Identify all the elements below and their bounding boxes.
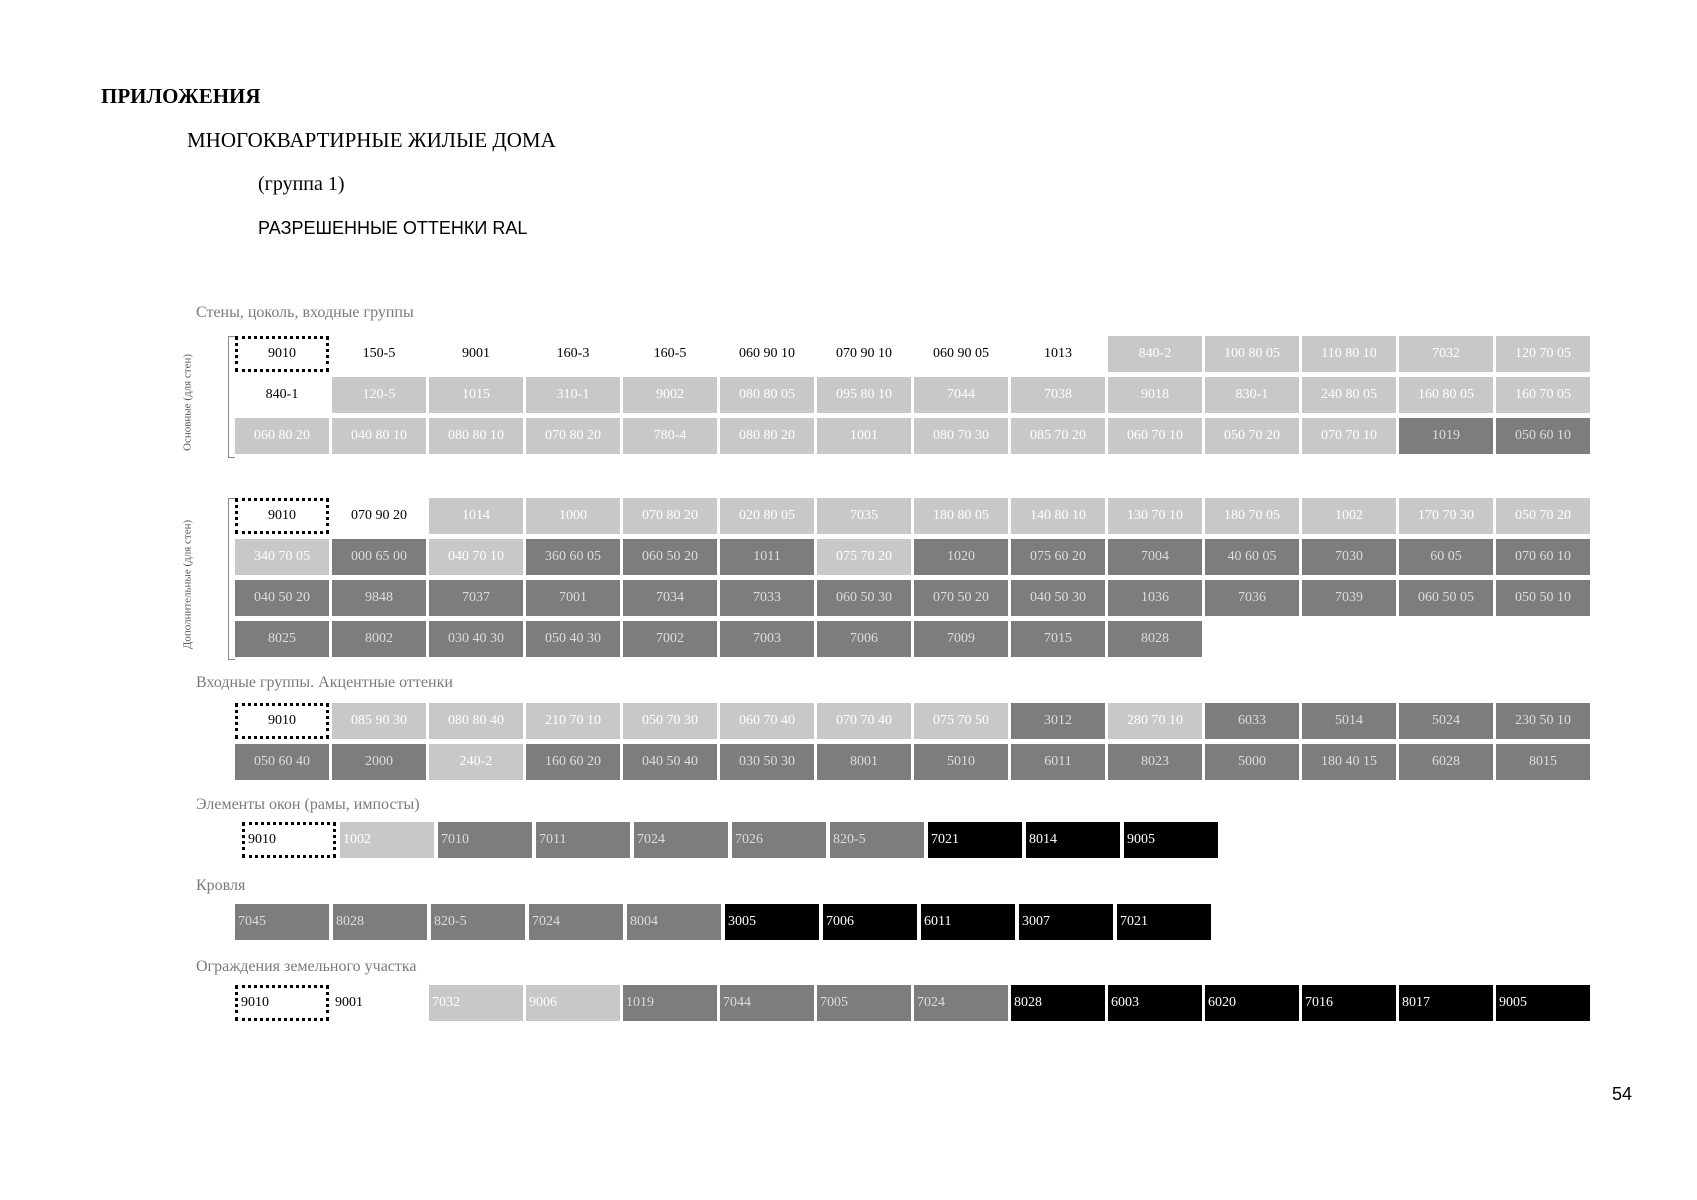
ral-swatch: 8028 bbox=[1011, 985, 1105, 1021]
ral-swatch: 070 50 20 bbox=[914, 580, 1008, 616]
ral-swatch: 160-5 bbox=[623, 336, 717, 372]
ral-swatch: 820-5 bbox=[431, 904, 525, 940]
ral-swatch: 7021 bbox=[928, 822, 1022, 858]
fence-swatch-grid bbox=[235, 985, 1590, 1021]
ral-swatch: 9005 bbox=[1124, 822, 1218, 858]
ral-swatch: 160 70 05 bbox=[1496, 377, 1590, 413]
ral-swatch: 840-2 bbox=[1108, 336, 1202, 372]
ral-swatch: 830-1 bbox=[1205, 377, 1299, 413]
ral-swatch: 075 60 20 bbox=[1011, 539, 1105, 575]
ral-swatch: 3012 bbox=[1011, 703, 1105, 739]
ral-swatch: 120 70 05 bbox=[1496, 336, 1590, 372]
ral-swatch: 7045 bbox=[235, 904, 329, 940]
ral-swatch: 1002 bbox=[340, 822, 434, 858]
ral-swatch: 180 80 05 bbox=[914, 498, 1008, 534]
ral-swatch: 8023 bbox=[1108, 744, 1202, 780]
ral-swatch: 1019 bbox=[623, 985, 717, 1021]
ral-swatch: 160-3 bbox=[526, 336, 620, 372]
walls-swatch-grid bbox=[235, 336, 1590, 454]
ral-swatch: 070 70 40 bbox=[817, 703, 911, 739]
ral-swatch: 7024 bbox=[914, 985, 1008, 1021]
ral-swatch: 070 60 10 bbox=[1496, 539, 1590, 575]
ral-swatch: 7024 bbox=[529, 904, 623, 940]
ral-swatch: 080 80 20 bbox=[720, 418, 814, 454]
ral-swatch: 040 50 30 bbox=[1011, 580, 1105, 616]
ral-swatch: 080 80 10 bbox=[429, 418, 523, 454]
ral-swatch: 9010 bbox=[235, 498, 329, 534]
ral-swatch: 8025 bbox=[235, 621, 329, 657]
ral-swatch: 060 70 40 bbox=[720, 703, 814, 739]
ral-swatch: 050 70 20 bbox=[1496, 498, 1590, 534]
ral-swatch: 020 80 05 bbox=[720, 498, 814, 534]
ral-swatch: 7035 bbox=[817, 498, 911, 534]
ral-swatch: 9002 bbox=[623, 377, 717, 413]
section-title-roof: Кровля bbox=[196, 877, 246, 894]
ral-swatch: 040 70 10 bbox=[429, 539, 523, 575]
ral-swatch: 240-2 bbox=[429, 744, 523, 780]
ral-swatch: 080 80 40 bbox=[429, 703, 523, 739]
ral-swatch: 1013 bbox=[1011, 336, 1105, 372]
ral-swatch: 050 70 30 bbox=[623, 703, 717, 739]
ral-swatch: 9010 bbox=[235, 703, 329, 739]
ral-swatch: 9006 bbox=[526, 985, 620, 1021]
ral-swatch: 180 70 05 bbox=[1205, 498, 1299, 534]
ral-swatch: 1015 bbox=[429, 377, 523, 413]
ral-swatch: 1014 bbox=[429, 498, 523, 534]
ral-swatch: 050 60 40 bbox=[235, 744, 329, 780]
ral-swatch: 9010 bbox=[235, 985, 329, 1021]
ral-swatch: 1000 bbox=[526, 498, 620, 534]
ral-swatch: 40 60 05 bbox=[1205, 539, 1299, 575]
ral-swatch: 2000 bbox=[332, 744, 426, 780]
ral-swatch: 8001 bbox=[817, 744, 911, 780]
page-number: 54 bbox=[1612, 1084, 1633, 1104]
side-label-additional: Дополнительные (для стен) bbox=[181, 519, 194, 650]
document-subtitle: МНОГОКВАРТИРНЫЕ ЖИЛЫЕ ДОМА bbox=[187, 128, 556, 152]
ral-swatch: 9010 bbox=[242, 822, 336, 858]
ral-swatch: 360 60 05 bbox=[526, 539, 620, 575]
ral-swatch: 7006 bbox=[823, 904, 917, 940]
ral-swatch: 6020 bbox=[1205, 985, 1299, 1021]
ral-swatch: 1036 bbox=[1108, 580, 1202, 616]
ral-swatch: 060 80 20 bbox=[235, 418, 329, 454]
ral-caption: РАЗРЕШЕННЫЕ ОТТЕНКИ RAL bbox=[258, 218, 528, 238]
ral-swatch: 7003 bbox=[720, 621, 814, 657]
ral-swatch: 7038 bbox=[1011, 377, 1105, 413]
ral-swatch: 050 60 10 bbox=[1496, 418, 1590, 454]
ral-swatch: 9848 bbox=[332, 580, 426, 616]
ral-swatch: 060 50 05 bbox=[1399, 580, 1493, 616]
ral-swatch: 085 90 30 bbox=[332, 703, 426, 739]
ral-swatch: 100 80 05 bbox=[1205, 336, 1299, 372]
ral-swatch: 130 70 10 bbox=[1108, 498, 1202, 534]
ral-swatch: 1002 bbox=[1302, 498, 1396, 534]
brace-additional bbox=[228, 498, 235, 660]
ral-swatch: 1019 bbox=[1399, 418, 1493, 454]
ral-swatch: 8028 bbox=[333, 904, 427, 940]
ral-swatch: 075 70 50 bbox=[914, 703, 1008, 739]
ral-swatch: 1001 bbox=[817, 418, 911, 454]
ral-swatch: 7032 bbox=[429, 985, 523, 1021]
ral-swatch: 6028 bbox=[1399, 744, 1493, 780]
ral-swatch: 050 50 10 bbox=[1496, 580, 1590, 616]
section-title-walls: Стены, цоколь, входные группы bbox=[196, 304, 414, 321]
ral-swatch: 280 70 10 bbox=[1108, 703, 1202, 739]
ral-swatch: 050 70 20 bbox=[1205, 418, 1299, 454]
ral-swatch: 070 80 20 bbox=[526, 418, 620, 454]
ral-swatch: 7044 bbox=[914, 377, 1008, 413]
ral-swatch: 7001 bbox=[526, 580, 620, 616]
ral-swatch: 060 90 10 bbox=[720, 336, 814, 372]
ral-swatch: 60 05 bbox=[1399, 539, 1493, 575]
ral-swatch: 7005 bbox=[817, 985, 911, 1021]
ral-swatch: 210 70 10 bbox=[526, 703, 620, 739]
ral-swatch: 170 70 30 bbox=[1399, 498, 1493, 534]
section-title-accent: Входные группы. Акцентные оттенки bbox=[196, 674, 453, 691]
ral-swatch: 060 90 05 bbox=[914, 336, 1008, 372]
ral-swatch: 160 80 05 bbox=[1399, 377, 1493, 413]
ral-swatch: 140 80 10 bbox=[1011, 498, 1105, 534]
ral-swatch: 095 80 10 bbox=[817, 377, 911, 413]
ral-swatch: 7039 bbox=[1302, 580, 1396, 616]
ral-swatch: 7024 bbox=[634, 822, 728, 858]
ral-swatch: 9010 bbox=[235, 336, 329, 372]
ral-swatch: 3007 bbox=[1019, 904, 1113, 940]
ral-swatch: 070 70 10 bbox=[1302, 418, 1396, 454]
ral-swatch: 8017 bbox=[1399, 985, 1493, 1021]
ral-swatch: 050 40 30 bbox=[526, 621, 620, 657]
ral-swatch: 000 65 00 bbox=[332, 539, 426, 575]
ral-swatch: 060 70 10 bbox=[1108, 418, 1202, 454]
ral-swatch: 7004 bbox=[1108, 539, 1202, 575]
ral-swatch: 070 90 20 bbox=[332, 498, 426, 534]
ral-swatch: 780-4 bbox=[623, 418, 717, 454]
ral-swatch: 120-5 bbox=[332, 377, 426, 413]
ral-swatch: 8002 bbox=[332, 621, 426, 657]
ral-swatch: 080 80 05 bbox=[720, 377, 814, 413]
ral-swatch: 7033 bbox=[720, 580, 814, 616]
ral-swatch: 6011 bbox=[921, 904, 1015, 940]
appendix-title: ПРИЛОЖЕНИЯ bbox=[101, 84, 261, 108]
ral-swatch: 5010 bbox=[914, 744, 1008, 780]
ral-swatch: 9005 bbox=[1496, 985, 1590, 1021]
ral-swatch: 1011 bbox=[720, 539, 814, 575]
ral-swatch: 040 80 10 bbox=[332, 418, 426, 454]
ral-swatch: 240 80 05 bbox=[1302, 377, 1396, 413]
ral-swatch: 8004 bbox=[627, 904, 721, 940]
ral-swatch: 060 50 30 bbox=[817, 580, 911, 616]
ral-swatch: 7006 bbox=[817, 621, 911, 657]
group-label: (группа 1) bbox=[258, 173, 345, 195]
accent-swatch-grid bbox=[235, 703, 1590, 780]
ral-swatch: 9018 bbox=[1108, 377, 1202, 413]
ral-swatch: 7021 bbox=[1117, 904, 1211, 940]
ral-swatch: 7016 bbox=[1302, 985, 1396, 1021]
ral-swatch: 040 50 40 bbox=[623, 744, 717, 780]
ral-swatch: 160 60 20 bbox=[526, 744, 620, 780]
ral-swatch: 7037 bbox=[429, 580, 523, 616]
ral-swatch: 070 80 20 bbox=[623, 498, 717, 534]
ral-swatch: 040 50 20 bbox=[235, 580, 329, 616]
ral-swatch: 6003 bbox=[1108, 985, 1202, 1021]
ral-swatch: 070 90 10 bbox=[817, 336, 911, 372]
ral-swatch: 840-1 bbox=[235, 377, 329, 413]
ral-swatch: 8028 bbox=[1108, 621, 1202, 657]
ral-swatch: 7002 bbox=[623, 621, 717, 657]
ral-swatch: 8014 bbox=[1026, 822, 1120, 858]
ral-swatch: 9001 bbox=[429, 336, 523, 372]
ral-swatch: 5000 bbox=[1205, 744, 1299, 780]
ral-swatch: 3005 bbox=[725, 904, 819, 940]
section-title-windows: Элементы окон (рамы, импосты) bbox=[196, 796, 420, 813]
ral-swatch: 5014 bbox=[1302, 703, 1396, 739]
ral-swatch: 7010 bbox=[438, 822, 532, 858]
ral-swatch: 030 50 30 bbox=[720, 744, 814, 780]
ral-swatch: 340 70 05 bbox=[235, 539, 329, 575]
ral-swatch: 080 70 30 bbox=[914, 418, 1008, 454]
ral-swatch: 5024 bbox=[1399, 703, 1493, 739]
ral-swatch: 110 80 10 bbox=[1302, 336, 1396, 372]
ral-swatch: 1020 bbox=[914, 539, 1008, 575]
ral-swatch: 7032 bbox=[1399, 336, 1493, 372]
ral-swatch: 6011 bbox=[1011, 744, 1105, 780]
ral-swatch: 7015 bbox=[1011, 621, 1105, 657]
ral-swatch: 7009 bbox=[914, 621, 1008, 657]
ral-swatch: 7030 bbox=[1302, 539, 1396, 575]
side-label-main: Основные (для стен) bbox=[181, 354, 194, 451]
ral-swatch: 9001 bbox=[332, 985, 426, 1021]
ral-swatch: 7034 bbox=[623, 580, 717, 616]
ral-swatch: 060 50 20 bbox=[623, 539, 717, 575]
ral-swatch: 085 70 20 bbox=[1011, 418, 1105, 454]
ral-swatch: 7026 bbox=[732, 822, 826, 858]
ral-swatch: 6033 bbox=[1205, 703, 1299, 739]
ral-swatch: 7036 bbox=[1205, 580, 1299, 616]
windows-swatch-grid bbox=[242, 822, 1218, 858]
ral-swatch: 7011 bbox=[536, 822, 630, 858]
additional-swatch-grid bbox=[235, 498, 1590, 657]
ral-swatch: 180 40 15 bbox=[1302, 744, 1396, 780]
ral-swatch: 075 70 20 bbox=[817, 539, 911, 575]
brace-main bbox=[228, 336, 235, 458]
section-title-fence: Ограждения земельного участка bbox=[196, 958, 417, 975]
ral-swatch: 8015 bbox=[1496, 744, 1590, 780]
ral-swatch: 310-1 bbox=[526, 377, 620, 413]
ral-swatch: 230 50 10 bbox=[1496, 703, 1590, 739]
ral-swatch: 7044 bbox=[720, 985, 814, 1021]
ral-swatch: 820-5 bbox=[830, 822, 924, 858]
ral-swatch: 030 40 30 bbox=[429, 621, 523, 657]
roof-swatch-grid bbox=[235, 904, 1211, 940]
ral-swatch: 150-5 bbox=[332, 336, 426, 372]
